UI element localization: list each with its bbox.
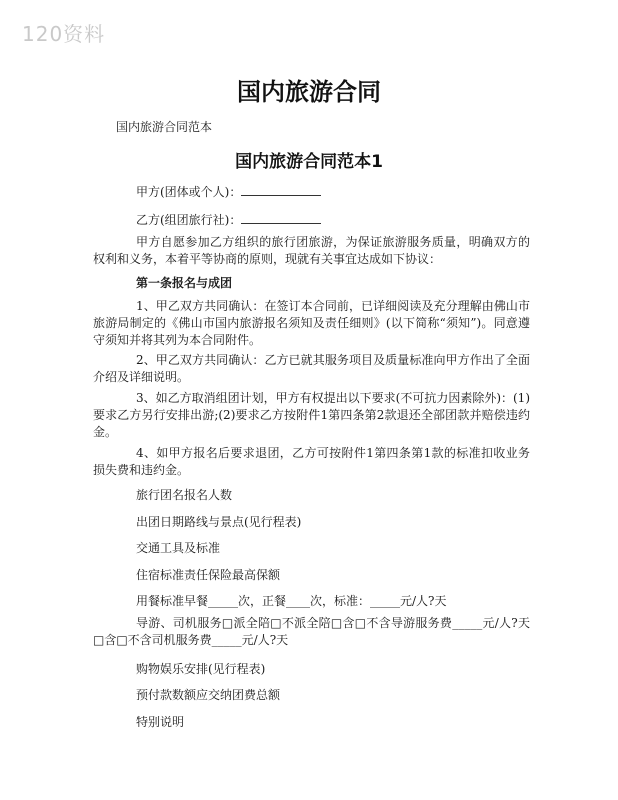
party-b-field bbox=[136, 210, 321, 228]
intro-paragraph: 甲方自愿参加乙方组织的旅行团旅游，为保证旅游服务质量，明确双方的权利和义务，本着平等协商的原则，现就有关事宜达成如下协议： bbox=[93, 235, 530, 266]
article-1-heading: 第一条报名与成团 bbox=[136, 276, 233, 290]
item-transport: 交通工具及标准 bbox=[136, 541, 221, 555]
party-a-field bbox=[136, 182, 321, 200]
party-a-label: 甲方(团体或个人)： bbox=[136, 185, 242, 199]
item-prepay: 预付款数额应交纳团费总额 bbox=[136, 688, 281, 702]
item-group-name: 旅行团名报名人数 bbox=[136, 488, 233, 502]
item-guide: 导游、司机服务□派全陪□不派全陪□含□不含导游服务费_____元/人?天□含□不含司机服务费_____元/人?天 bbox=[93, 616, 530, 647]
party-b-label: 乙方(组团旅行社)： bbox=[136, 213, 242, 227]
clause-2: 2、甲乙双方共同确认：乙方已就其服务项目及质量标准向甲方作出了全面介绍及详细说明。 bbox=[93, 353, 530, 384]
item-meals: 用餐标准早餐_____次，正餐____次，标准：_____元/人?天 bbox=[136, 594, 447, 608]
item-notes: 特别说明 bbox=[136, 715, 185, 729]
party-b-blank bbox=[241, 210, 321, 224]
document-subtitle: 国内旅游合同范本1 bbox=[235, 152, 383, 172]
document-title: 国内旅游合同 bbox=[237, 78, 381, 106]
item-shopping: 购物娱乐安排(见行程表) bbox=[136, 662, 266, 676]
watermark: 120资料 bbox=[22, 22, 106, 46]
clause-1: 1、甲乙双方共同确认：在签订本合同前，已详细阅读及充分理解由佛山市旅游局制定的《佛山市国内旅游报名须知及责任细则》(以下简称“须知”)。同意遵守须知并将其列为本合同附件。 bbox=[93, 299, 530, 347]
clause-3: 3、如乙方取消组团计划，甲方有权提出以下要求(不可抗力因素除外)：(1)要求乙方另行安排出游;(2)要求乙方按附件1第四条第2款退还全部团款并赔偿违约金。 bbox=[93, 391, 530, 439]
party-a-blank bbox=[241, 182, 321, 196]
clause-4: 4、如甲方报名后要求退团，乙方可按附件1第四条第1款的标准扣收业务损失费和违约金。 bbox=[93, 446, 530, 477]
item-lodging: 住宿标准责任保险最高保额 bbox=[136, 568, 281, 582]
document-subline: 国内旅游合同范本 bbox=[116, 120, 213, 134]
item-departure: 出团日期路线与景点(见行程表) bbox=[136, 515, 302, 529]
